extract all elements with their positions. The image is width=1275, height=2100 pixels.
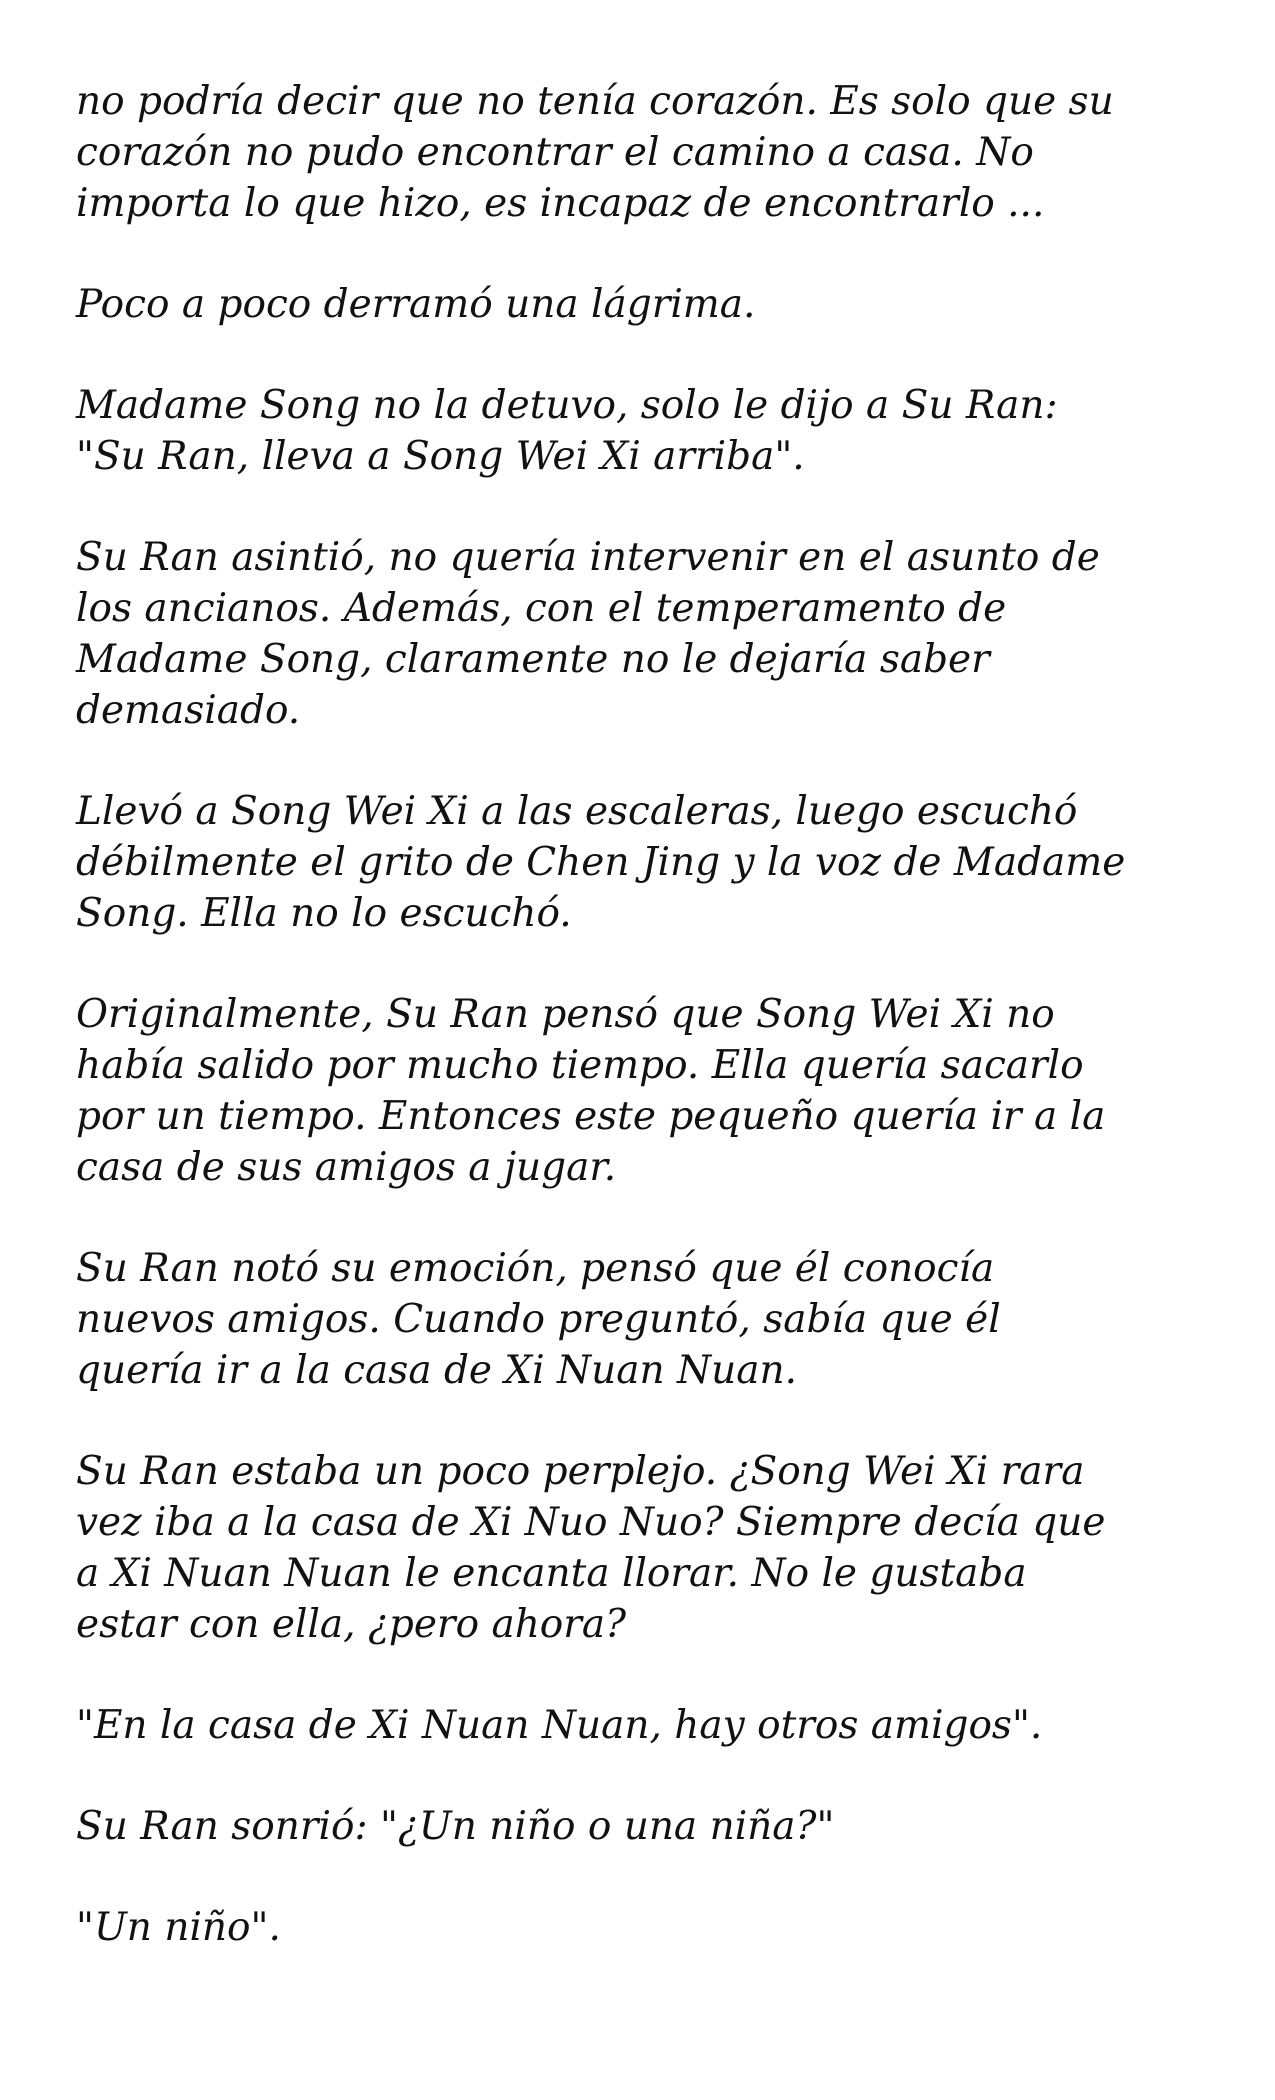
text-line: Poco a poco derramó una lágrima. xyxy=(76,282,756,327)
text-line: débilmente el grito de Chen Jing y la voz de Madame xyxy=(76,840,1126,885)
paragraph-8 xyxy=(76,1446,1236,1650)
paragraph-5 xyxy=(76,786,1236,939)
paragraph-10 xyxy=(76,1801,1236,1852)
text-line: vez iba a la casa de Xi Nuo Nuo? Siempre decía que xyxy=(76,1500,1106,1545)
text-line: nuevos amigos. Cuando preguntó, sabía que él xyxy=(76,1297,1001,1342)
text-line: los ancianos. Además, con el temperamento de xyxy=(76,586,1007,631)
paragraph-3 xyxy=(76,380,1236,482)
paragraph-6 xyxy=(76,989,1236,1193)
text-line: no podría decir que no tenía corazón. Es solo que su xyxy=(76,79,1114,124)
text-line: quería ir a la casa de Xi Nuan Nuan. xyxy=(76,1348,798,1393)
text-line: por un tiempo. Entonces este pequeño quería ir a la xyxy=(76,1094,1106,1139)
paragraph-4 xyxy=(76,532,1236,736)
text-line: Originalmente, Su Ran pensó que Song Wei Xi no xyxy=(76,992,1055,1037)
text-line: Su Ran sonrió: "¿Un niño o una niña?" xyxy=(76,1804,835,1849)
text-line: Song. Ella no lo escuchó. xyxy=(76,891,572,936)
paragraph-7 xyxy=(76,1243,1236,1396)
text-line: Su Ran notó su emoción, pensó que él conocía xyxy=(76,1246,995,1291)
text-line: Madame Song, claramente no le dejaría saber xyxy=(76,637,990,682)
text-line: demasiado. xyxy=(76,688,301,733)
text-line: Madame Song no la detuvo, solo le dijo a Su Ran: xyxy=(76,383,1058,428)
paragraph-9 xyxy=(76,1700,1236,1751)
text-line: "Un niño". xyxy=(76,1905,281,1950)
text-line: casa de sus amigos a jugar. xyxy=(76,1145,617,1190)
text-line: "En la casa de Xi Nuan Nuan, hay otros amigos". xyxy=(76,1703,1043,1748)
paragraph-11 xyxy=(76,1902,1236,1953)
text-line: importa lo que hizo, es incapaz de encontrarlo ... xyxy=(76,181,1045,226)
text-line: estar con ella, ¿pero ahora? xyxy=(76,1602,627,1647)
text-line: Su Ran asintió, no quería intervenir en el asunto de xyxy=(76,535,1100,580)
text-line: Llevó a Song Wei Xi a las escaleras, luego escuchó xyxy=(76,789,1078,834)
paragraph-1 xyxy=(76,76,1236,229)
text-line: Su Ran estaba un poco perplejo. ¿Song Wei Xi rara xyxy=(76,1449,1085,1494)
document-page xyxy=(76,76,1236,2003)
text-line: a Xi Nuan Nuan le encanta llorar. No le gustaba xyxy=(76,1551,1027,1596)
text-line: había salido por mucho tiempo. Ella quería sacarlo xyxy=(76,1043,1084,1088)
paragraph-2 xyxy=(76,279,1236,330)
text-line: corazón no pudo encontrar el camino a casa. No xyxy=(76,130,1034,175)
text-line: "Su Ran, lleva a Song Wei Xi arriba". xyxy=(76,434,805,479)
